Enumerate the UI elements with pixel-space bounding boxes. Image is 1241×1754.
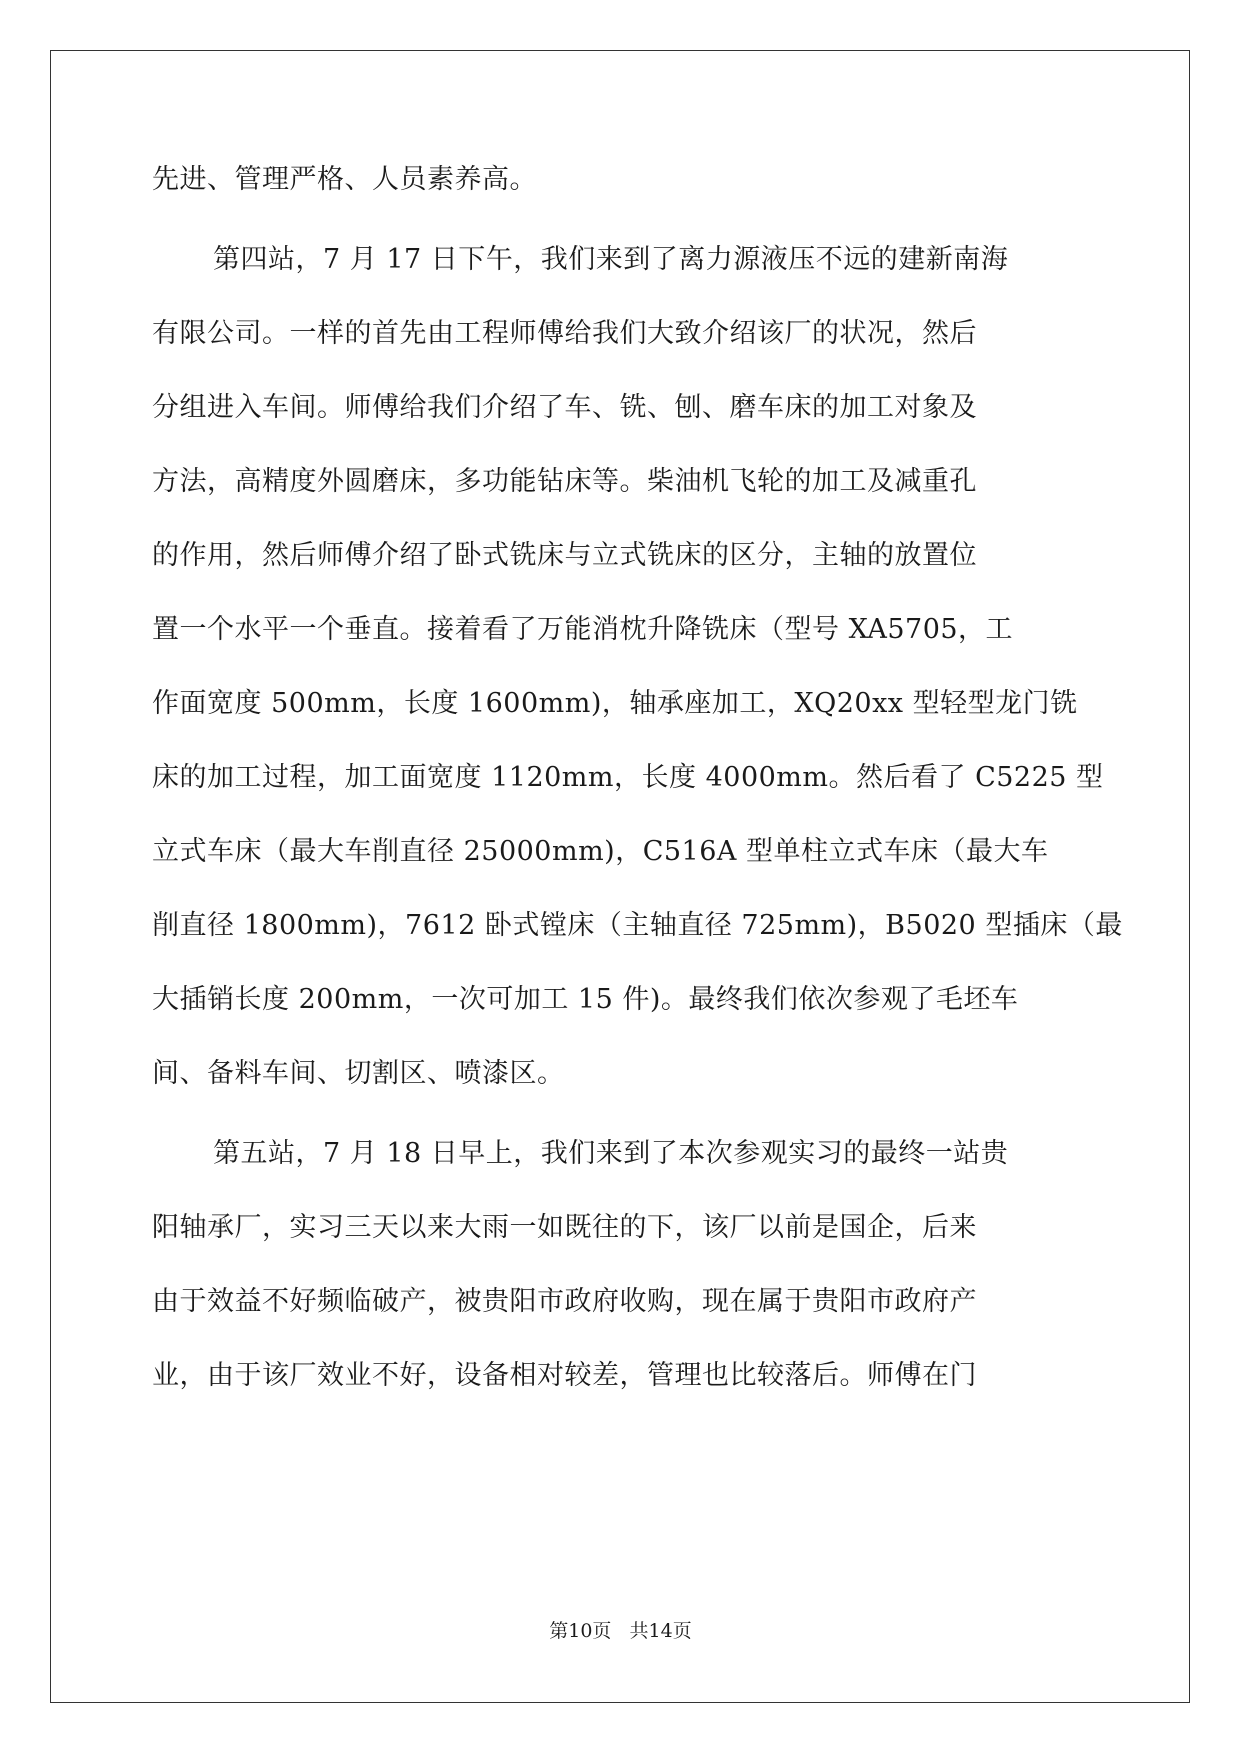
text-line: 置一个水平一个垂直。接着看了万能消枕升降铣床（型号 XA5705，工 — [152, 614, 1014, 645]
text-line: 方法，高精度外圆磨床，多功能钻床等。柴油机飞轮的加工及减重孔 — [152, 466, 977, 497]
text-line: 削直径 1800mm)，7612 卧式镗床（主轴直径 725mm)，B5020 型插床（最 — [152, 910, 1123, 941]
text-line: 作面宽度 500mm，长度 1600mm)，轴承座加工，XQ20xx 型轻型龙门铣 — [152, 688, 1078, 719]
text-line: 床的加工过程，加工面宽度 1120mm，长度 4000mm。然后看了 C5225 型 — [152, 762, 1104, 793]
text-line: 阳轴承厂，实习三天以来大雨一如既往的下，该厂以前是国企，后来 — [152, 1212, 977, 1243]
text-line: 由于效益不好频临破产，被贵阳市政府收购，现在属于贵阳市政府产 — [152, 1286, 977, 1317]
text-line: 业，由于该厂效业不好，设备相对较差，管理也比较落后。师傅在门 — [152, 1360, 977, 1391]
text-line: 先进、管理严格、人员素养高。 — [152, 164, 537, 195]
text-line: 有限公司。一样的首先由工程师傅给我们大致介绍该厂的状况，然后 — [152, 318, 977, 349]
page-number-footer: 第10页 共14页 — [549, 1620, 692, 1642]
paragraph-start-line: 第四站，7 月 17 日下午，我们来到了离力源液压不远的建新南海 — [213, 244, 1009, 275]
text-line: 立式车床（最大车削直径 25000mm)，C516A 型单柱立式车床（最大车 — [152, 836, 1049, 867]
text-line: 的作用，然后师傅介绍了卧式铣床与立式铣床的区分，主轴的放置位 — [152, 540, 977, 571]
text-line: 大插销长度 200mm，一次可加工 15 件)。最终我们依次参观了毛坯车 — [152, 984, 1019, 1015]
text-line: 间、备料车间、切割区、喷漆区。 — [152, 1058, 565, 1089]
text-line: 分组进入车间。师傅给我们介绍了车、铣、刨、磨车床的加工对象及 — [152, 392, 977, 423]
page-border — [50, 50, 1190, 1703]
paragraph-start-line: 第五站，7 月 18 日早上，我们来到了本次参观实习的最终一站贵 — [213, 1138, 1009, 1169]
